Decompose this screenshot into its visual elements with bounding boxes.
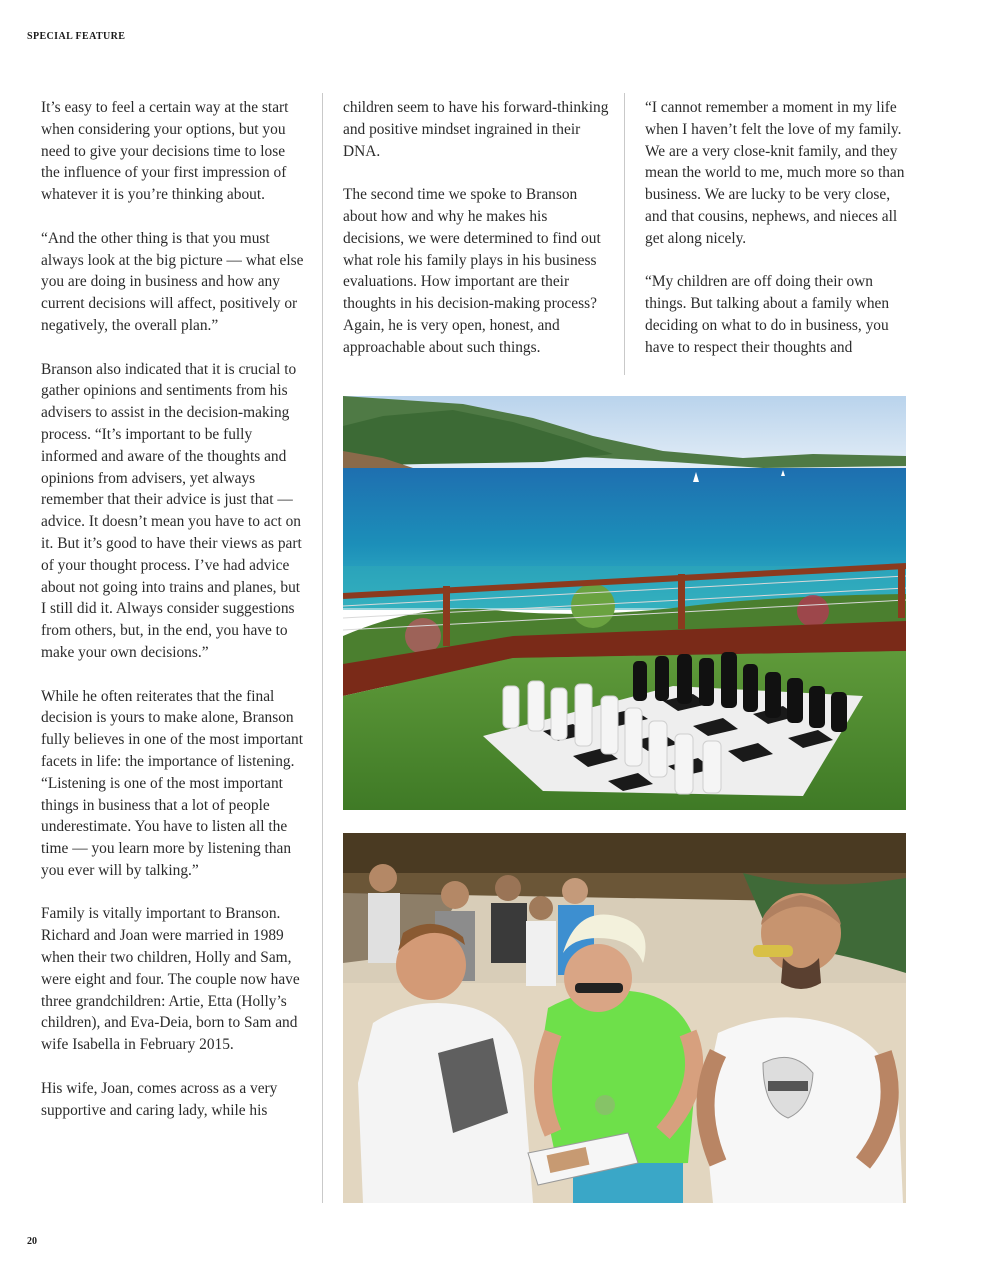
chess-photo-illustration xyxy=(343,396,906,810)
paragraph: “And the other thing is that you must always look at the big picture — what else you are doing in business and how any current decisions will affect, positively or negatively, the overall plan.” xyxy=(41,229,304,334)
paragraph: “My children are off doing their own things. But talking about a family when deciding on what to do in business, you have to respect their thoughts and xyxy=(645,273,890,356)
paragraph: His wife, Joan, comes across as a very supportive and caring lady, while his xyxy=(41,1079,278,1119)
paragraph: Branson also indicated that it is crucial to gather opinions and sentiments from his advisers to assist in the decision-making process. “It’s important to be fully informed and aware of the thoughts and opinions from advisers, yet always remember that their advice is just that — advice. It doesn’t mean you have to act on it. But it’s good to have their views as part of your thought process. I’ve had advice about not going into trains and planes, but I still did it. Always consider suggestions from others, but, in the end, you have to make your own decisions.” xyxy=(41,360,302,661)
signing-photo-illustration xyxy=(343,833,906,1203)
paragraph: While he often reiterates that the final decision is yours to make alone, Branson fully believes in one of the most important facets in life: the importance of listening. “Listening is one of the most important things in business that a lot of people underestimate. You have to listen all the time — you learn more by listening than you ever will by talking.” xyxy=(41,687,304,879)
column-divider xyxy=(322,93,323,1203)
article-column-2 xyxy=(343,97,609,359)
photo-branson-signing xyxy=(343,833,906,1203)
page-number: 20 xyxy=(27,1236,37,1247)
article-column-1 xyxy=(41,97,307,1121)
paragraph: “I cannot remember a moment in my life when I haven’t felt the love of my family. We are a very close-knit family, and they mean the world to me, much more so than business. We are lucky to be very close, and that cousins, nephews, and nieces all get along nicely. xyxy=(645,99,905,247)
paragraph: Family is vitally important to Branson. Richard and Joan were married in 1989 when their two children, Holly and Sam, were eight and four. The couple now have three grandchildren: Artie, Etta (Holly’s children), and Eva-Deia, born to Sam and wife Isabella in February 2015. xyxy=(41,905,300,1054)
column-divider xyxy=(624,93,625,375)
paragraph: It’s easy to feel a certain way at the start when considering your options, but you need to give your decisions time to lose the influence of your first impression of whatever it is you’re thinking about. xyxy=(41,99,289,204)
paragraph: children seem to have his forward-thinking and positive mindset ingrained in their DNA. xyxy=(343,99,609,160)
section-label: SPECIAL FEATURE xyxy=(27,31,126,42)
article-column-3 xyxy=(645,97,907,359)
photo-giant-chess-terrace xyxy=(343,396,906,810)
paragraph: The second time we spoke to Branson about how and why he makes his decisions, we were determined to find out what role his family plays in his business evaluations. How important are their thoughts in his decision-making process? Again, he is very open, honest, and approachable about such things. xyxy=(343,186,601,356)
